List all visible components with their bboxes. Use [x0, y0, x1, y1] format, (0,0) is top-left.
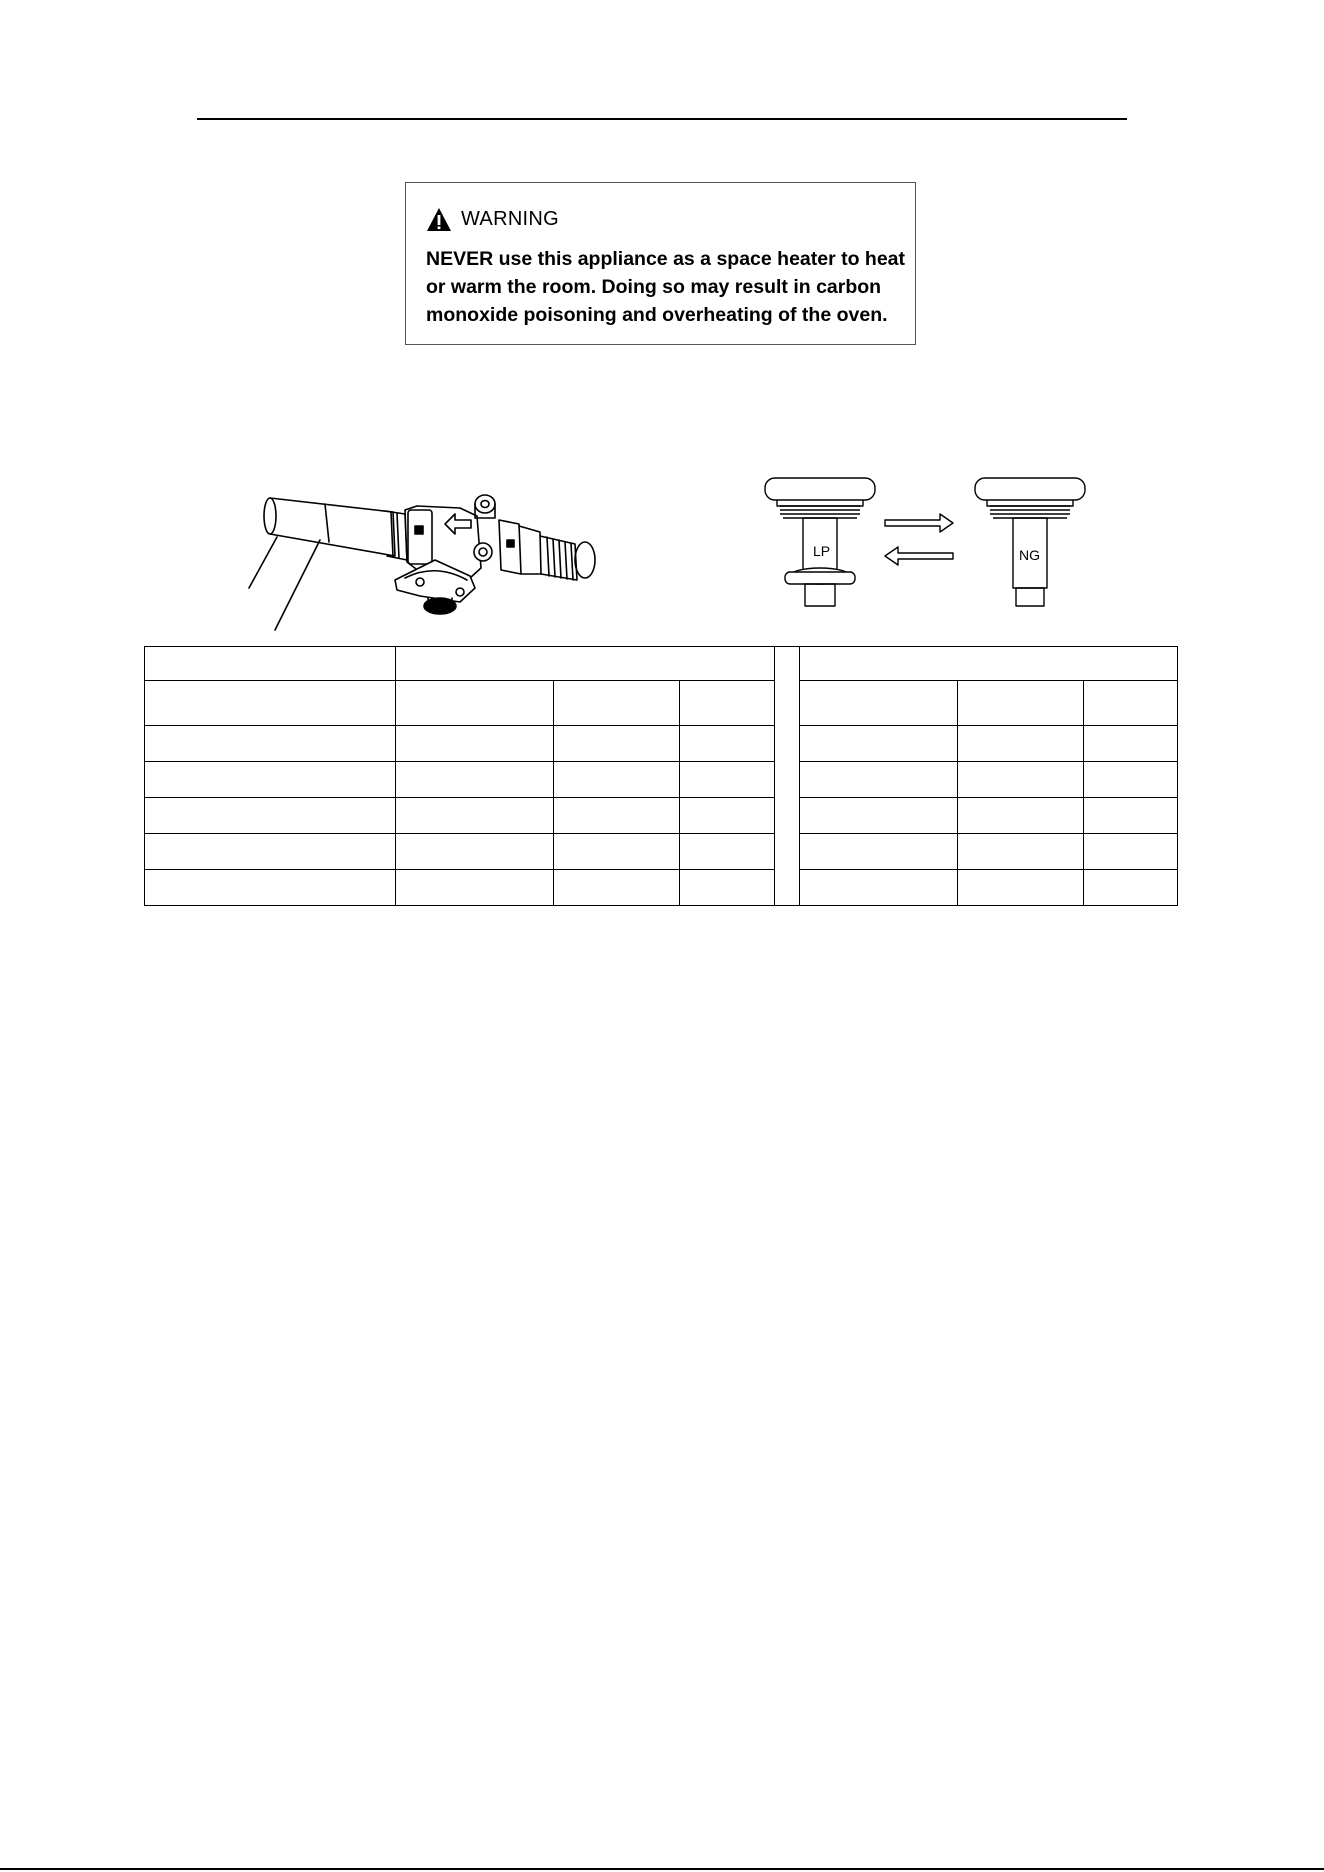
table-cell: [1084, 798, 1178, 834]
table-cell: [1084, 762, 1178, 798]
table-header-row: [145, 647, 1178, 681]
table-row: [145, 870, 1178, 906]
ng-label: NG: [1019, 547, 1040, 563]
warning-header: [426, 203, 915, 235]
table-row: [145, 834, 1178, 870]
table-cell: [800, 762, 958, 798]
table-cell: [800, 834, 958, 870]
table-cell: [800, 647, 1178, 681]
table-cell: [145, 681, 396, 726]
table-cell: [680, 870, 775, 906]
warning-line: or warm the room. Doing so may result in carbon: [426, 276, 882, 298]
table-cell: [680, 762, 775, 798]
table-cell: [145, 798, 396, 834]
table-cell: [800, 681, 958, 726]
table-cell: [800, 726, 958, 762]
table-row: [145, 726, 1178, 762]
table-cell: [554, 834, 680, 870]
table-cell: [680, 798, 775, 834]
header-rule: [197, 118, 1127, 120]
spec-table: [144, 646, 1178, 906]
table-cell: [396, 870, 554, 906]
table-cell: [680, 726, 775, 762]
table-cell: [680, 681, 775, 726]
orifice-conversion-illustration: [755, 470, 1100, 610]
table-cell: [958, 762, 1084, 798]
table-subheader-row: [145, 681, 1178, 726]
table-cell: [1084, 726, 1178, 762]
table-cell: [800, 870, 958, 906]
arrow-left-icon: [885, 547, 953, 565]
table-cell: [145, 762, 396, 798]
ng-orifice-drawing: [975, 478, 1085, 606]
table-cell: [145, 834, 396, 870]
table-cell: [554, 681, 680, 726]
table-cell: [554, 762, 680, 798]
table-cell: [958, 798, 1084, 834]
table-cell: [554, 798, 680, 834]
warning-line: monoxide poisoning and overheating of the oven.: [426, 304, 888, 326]
warning-line: NEVER use this appliance as a space heater to heat: [426, 248, 906, 270]
table-cell: [958, 870, 1084, 906]
footer-rule: [0, 1868, 1324, 1870]
lp-orifice-drawing: [765, 478, 875, 606]
table-cell: [145, 647, 396, 681]
table-cell: [554, 726, 680, 762]
table-row: [145, 762, 1178, 798]
table-cell: [145, 870, 396, 906]
warning-box: [405, 182, 916, 345]
table-row: [145, 798, 1178, 834]
warning-title: WARNING: [461, 207, 560, 230]
table-cell: [1084, 834, 1178, 870]
table-cell: [958, 834, 1084, 870]
warning-message: [426, 245, 906, 329]
lp-label: LP: [813, 543, 831, 559]
table-cell: [396, 834, 554, 870]
table-cell: [800, 798, 958, 834]
table-cell: [554, 870, 680, 906]
table-cell: [958, 726, 1084, 762]
table-cell: [958, 681, 1084, 726]
table-cell: [145, 726, 396, 762]
table-spacer-column: [775, 647, 800, 906]
table-cell: [396, 726, 554, 762]
table-cell: [396, 798, 554, 834]
gas-valve-illustration: [245, 470, 620, 635]
table-cell: [1084, 681, 1178, 726]
table-cell: [396, 762, 554, 798]
table-cell: [396, 681, 554, 726]
table-cell: [1084, 870, 1178, 906]
warning-triangle-icon: [426, 207, 452, 232]
table-cell: [396, 647, 775, 681]
table-cell: [680, 834, 775, 870]
arrow-right-icon: [885, 514, 953, 532]
